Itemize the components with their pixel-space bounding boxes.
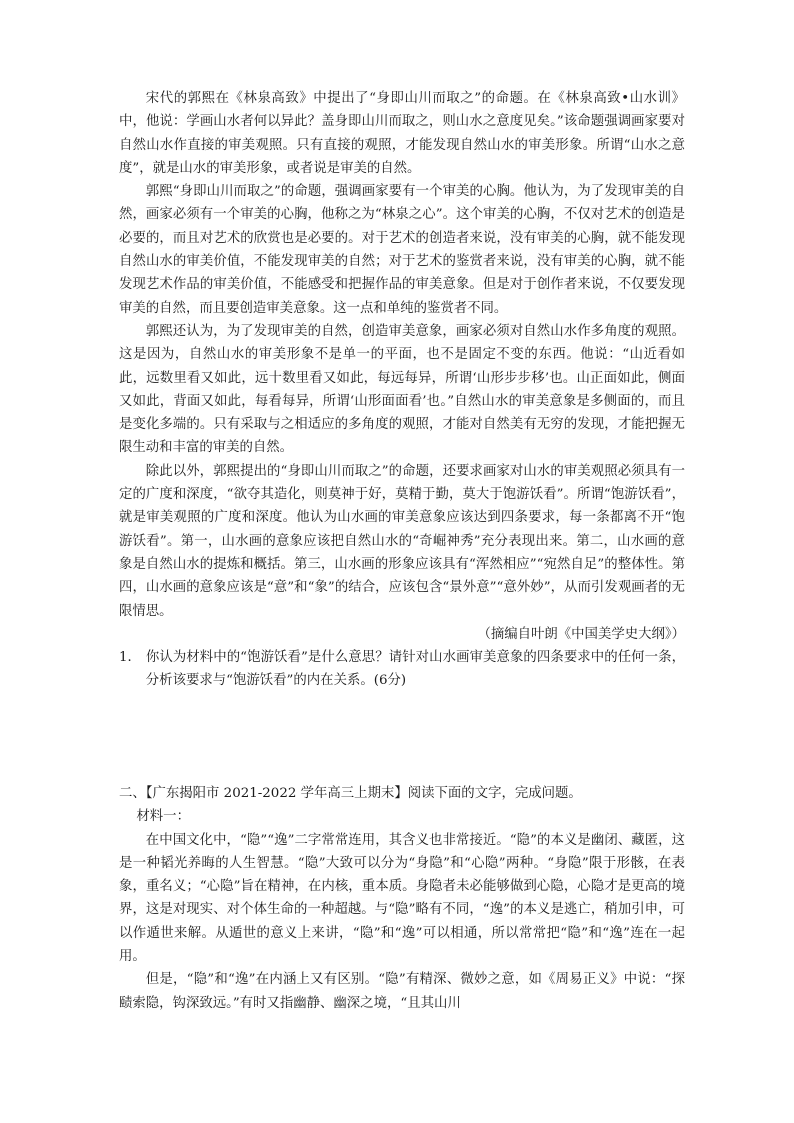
paragraph: 郭熙还认为，为了发现审美的自然，创造审美意象，画家必须对自然山水作多角度的观照。这是因为，自然山水的审美形象不是单一的平面，也不是固定不变的东西。他说：“山近看如此，远数里看又如此，远十数里看又如此，每远每异，所谓‘山形步步移’也。山正面如此，侧面又如此，背面又如此，每看每异，所谓‘山形面面看’也。”自然山水的审美意象是多侧面的，而且是变化多端的。只有采取与之相适应的多角度的观照，才能对自然美有无穷的发现，才能把握无限生动和丰富的审美的自然。	[119, 323, 685, 456]
source-citation: （摘编自叶朗《中国美学史大纲》）	[477, 626, 685, 642]
section-two	[119, 782, 685, 1015]
section-heading: 二、【广东揭阳市 2021-2022 学年高三上期末】阅读下面的文字，完成问题。	[119, 786, 582, 801]
paragraph: 在中国文化中，“隐”“逸”二字常常连用，其含义也非常接近。“隐”的本义是幽闭、藏匿，这是一种韬光养晦的人生智慧。“隐”大致可以分为“身隐”和“心隐”两种。“身隐”限于形骸，在表象，重名义；“心隐”旨在精神，在内核，重本质。身隐者未必能够做到心隐，心隐才是更高的境界，这是对现实、对个体生命的一种超越。与“隐”略有不同，“逸”的本义是逃亡，稍加引申，可以作遁世来解。从遁世的意义上来讲，“隐”和“逸”可以相通，所以常常把“隐”和“逸”连在一起用。	[119, 832, 685, 965]
paragraph: 郭熙“身即山川而取之”的命题，强调画家要有一个审美的心胸。他认为，为了发现审美的自然，画家必须有一个审美的心胸，他称之为“林泉之心”。这个审美的心胸，不仅对艺术的创造是必要的，而且对艺术的欣赏也是必要的。对于艺术的创造者来说，没有审美的心胸，就不能发现自然山水的审美价值，不能发现审美的自然；对于艺术的鉴赏者来说，没有审美的心胸，就不能发现艺术作品的审美价值，不能感受和把握作品的审美意象。但是对于创作者来说，不仅要发现审美的自然，而且要创造审美意象。这一点和单纯的鉴赏者不同。	[119, 184, 685, 316]
paragraph: 但是，“隐”和“逸”在内涵上又有区别。“隐”有精深、微妙之意，如《周易正义》中说：“探赜索隐，钩深致远。”有时又指幽静、幽深之境，“且其山川	[119, 972, 685, 1011]
paragraph: 除此以外，郭熙提出的“身即山川而取之”的命题，还要求画家对山水的审美观照必须具有一定的广度和深度，“欲夺其造化，则莫神于好，莫精于勤，莫大于饱游饫看”。所谓“饱游饫看”，就是审美观照的广度和深度。他认为山水画的审美意象应该达到四条要求，每一条都离不开“饱游饫看”。第一，山水画的意象应该把自然山水的“奇崛神秀”充分表现出来。第二，山水画的意象是自然山水的提炼和概括。第三，山水画的形象应该具有“浑然相应”“宛然自足”的整体性。第四，山水画的意象应该是“意”和“象”的结合，应该包含“景外意”“意外妙”，从而引发观画者的无限情思。	[119, 463, 685, 619]
question-text: 你认为材料中的“饱游饫看”是什么意思？请针对山水画审美意象的四条要求中的任何一条，分析该要求与“饱游饫看”的内在关系。(6分)	[145, 650, 685, 689]
question-1	[119, 646, 685, 693]
reading-passage	[119, 87, 685, 693]
document-page	[119, 0, 685, 1123]
paragraph: 宋代的郭熙在《林泉高致》中提出了“身即山川而取之”的命题。在《林泉高致•山水训》中，他说：学画山水者何以异此？盖身即山川而取之，则山水之意度见矣。”该命题强调画家要对自然山水作直接的审美观照。只有直接的观照，才能发现自然山水的审美形象。所谓“山水之意度”，就是山水的审美形象，或者说是审美的自然。	[119, 91, 685, 176]
question-number: 1．	[119, 650, 141, 666]
material-label: 材料一：	[136, 809, 190, 825]
